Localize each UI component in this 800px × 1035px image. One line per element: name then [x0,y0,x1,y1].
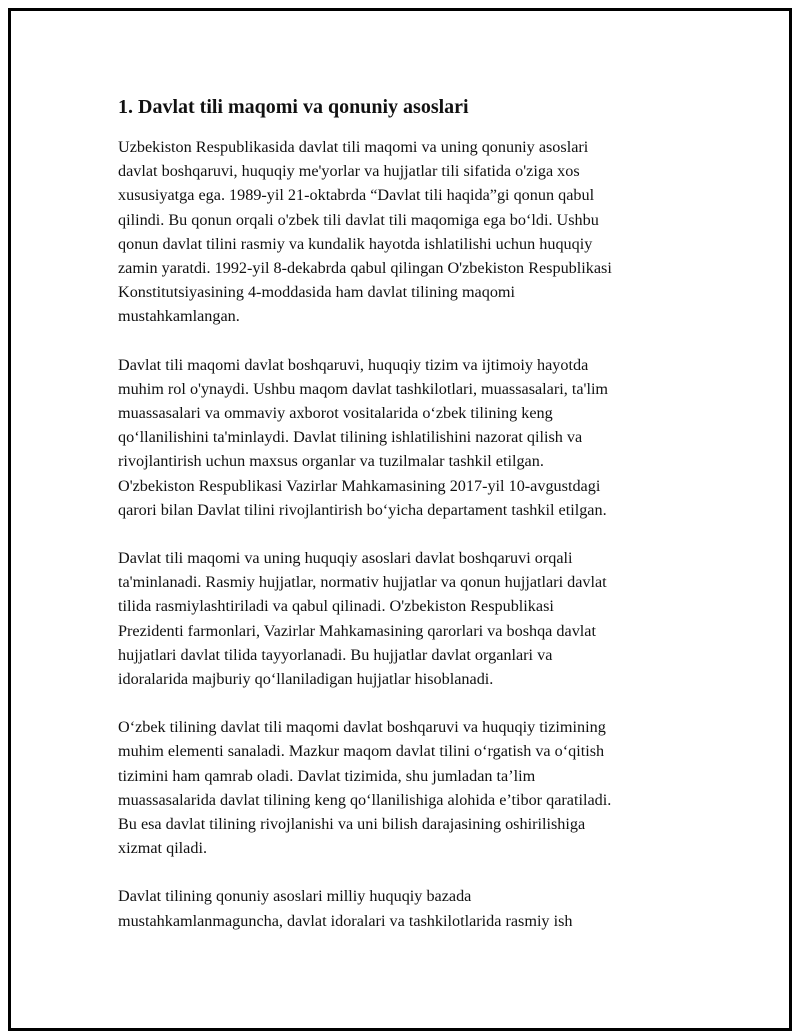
section-heading: 1. Davlat tili maqomi va qonuniy asoslari [118,96,469,118]
paragraph-4: O‘zbek tilining davlat tili maqomi davlat boshqaruvi va huquqiy tizimining muhim elementi sanaladi. Mazkur maqom davlat tilini o‘rgatish va o‘qitish tizimini ham qamrab oladi. Davlat tizimida, shu jumladan ta’lim muassasalarida davlat tilining keng qo‘llanilishiga alohida e’tibor qaratiladi. Bu esa davlat tilining rivojlanishi va uni bilish darajasining oshirilishiga xizmat qiladi. [118,718,612,858]
paragraph-2: Davlat tili maqomi davlat boshqaruvi, huquqiy tizim va ijtimoiy hayotda muhim rol o'ynaydi. Ushbu maqom davlat tashkilotlari, muassasalari, ta'lim muassasalari va ommaviy axborot vositalarida o‘zbek tilining keng qo‘llanilishini ta'minlaydi. Davlat tilining ishlatilishini nazorat qilish va rivojlantirish uchun maxsus organlar va tuzilmalar tashkil etilgan. O'zbekiston Respublikasi Vazirlar Mahkamasining 2017-yil 10-avgustdagi qarori bilan Davlat tilini rivojlantirish bo‘yicha departament tashkil etilgan. [118,355,609,519]
paragraph-1: Uzbekiston Respublikasida davlat tili maqomi va uning qonuniy asoslari davlat boshqaruvi, huquqiy me'yorlar va hujjatlar tili sifatida o'ziga xos xususiyatga ega. 1989-yil 21-oktabrda “Davlat tili haqida”gi qonun qabul qilindi. Bu qonun orqali o'zbek tili davlat tili maqomiga ega bo‘ldi. Ushbu qonun davlat tilini rasmiy va kundalik hayotda ishlatilishi uchun huquqiy zamin yaratdi. 1992-yil 8-dekabrda qabul qilingan O'zbekiston Respublikasi Konstitutsiyasining 4-moddasida ham davlat tilining maqomi mustahkamlangan. [118,138,612,326]
paragraph-5: Davlat tilining qonuniy asoslari milliy huquqiy bazada mustahkamlanmaguncha, davlat idoralari va tashkilotlarida rasmiy ish [118,887,573,930]
paragraph-3: Davlat tili maqomi va uning huquqiy asoslari davlat boshqaruvi orqali ta'minlanadi. Rasmiy hujjatlar, normativ hujjatlar va qonun hujjatlari davlat tilida rasmiylashtiriladi va qabul qilinadi. O'zbekiston Respublikasi Prezidenti farmonlari, Vazirlar Mahkamasining qarorlari va boshqa davlat hujjatlari davlat tilida tayyorlanadi. Bu hujjatlar davlat organlari va idoralarida majburiy qo‘llaniladigan hujjatlar hisoblanadi. [118,549,607,689]
document-body [118,92,698,957]
